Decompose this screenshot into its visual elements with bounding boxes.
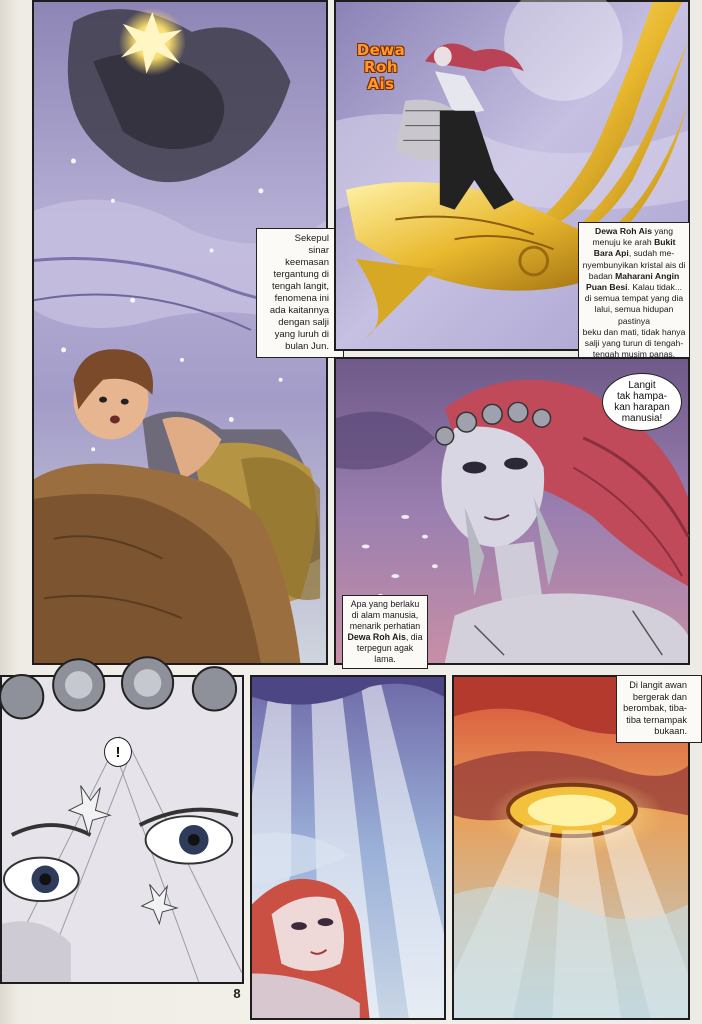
panel-sky-opening: [452, 675, 690, 1020]
caption-ice-spirit: [578, 222, 690, 364]
caption-text: yang: [651, 226, 673, 236]
caption-line: bulan Jun.: [285, 341, 329, 352]
caption-text: menuju ke arah: [592, 237, 655, 248]
caption-line: sinar keemasan: [285, 245, 329, 268]
speech-line: manusia!: [621, 413, 663, 424]
speech-line: Langit: [628, 380, 656, 391]
exclamation-bubble: [104, 737, 132, 767]
name-highlight: Maharani Angin: [615, 270, 680, 281]
caption-line: bergerak dan: [632, 691, 687, 702]
page-number: 8: [233, 986, 241, 1001]
caption-sky-opening: [616, 675, 702, 743]
caption-line: tengah langit,: [271, 281, 329, 292]
caption-line: [582, 248, 686, 259]
caption-line: bukaan.: [654, 726, 687, 737]
caption-line: [582, 271, 686, 282]
speech-line: tak hampa-: [616, 391, 667, 402]
caption-text: badan: [588, 270, 616, 281]
caption-line: tergantung di: [273, 269, 329, 280]
name-highlight: Dewa Roh Ais: [594, 226, 652, 236]
caption-text: , dia: [405, 632, 423, 642]
caption-line: di alam manusia,: [351, 610, 419, 620]
panel-golden-phoenix: [334, 0, 690, 360]
character-name-tag: [350, 42, 412, 93]
caption-line: yang luruh di: [274, 329, 329, 340]
caption-line: lalui, semua hidupan pastinya: [594, 304, 674, 326]
caption-line: tiba ternampak: [626, 714, 687, 725]
panel-eyes-closeup: [0, 675, 244, 984]
speech-line: kan harapan: [614, 402, 670, 413]
name-highlight: Dewa Roh Ais: [347, 632, 406, 642]
caption-line: nyembunyikan kristal ais di: [582, 259, 686, 270]
caption-line: menarik perhatian: [349, 621, 421, 631]
caption-line: [582, 237, 686, 248]
caption-line: Sekepul: [294, 233, 329, 244]
caption-line: [582, 282, 686, 293]
caption-line: beku dan mati, tidak hanya: [582, 326, 686, 337]
caption-line: berombak, tiba-: [623, 703, 687, 714]
title-line: Roh Ais: [363, 58, 399, 93]
caption-line: salji yang turun di tengah-: [584, 338, 684, 349]
caption-line: Apa yang berlaku: [350, 599, 420, 609]
title-line: Dewa: [356, 41, 406, 59]
caption-line: tengah musim panas.: [592, 349, 676, 360]
panel-light-rays-art: [252, 677, 444, 1018]
speech-bubble-hope: [602, 373, 682, 431]
caption-line: Di langit awan: [629, 680, 687, 690]
place-highlight: Bukit: [654, 237, 676, 248]
panel-eyes-closeup-art: [2, 677, 242, 982]
caption-line: ada kaitannya: [269, 305, 329, 316]
caption-line: [582, 226, 686, 237]
panel-light-rays: [250, 675, 446, 1020]
caption-line: fenomena ini: [274, 293, 329, 304]
name-highlight: Puan Besi: [585, 282, 628, 293]
caption-line: [346, 632, 424, 643]
caption-golden-light: [256, 228, 344, 358]
caption-line: di semua tempat yang dia: [584, 293, 684, 304]
speech-text: [614, 380, 670, 424]
caption-text: , sudah me-: [628, 248, 675, 259]
panel-ice-spirit-portrait: [334, 357, 690, 665]
caption-line: terpegun agak lama.: [356, 643, 414, 664]
caption-human-world: [342, 595, 428, 669]
exclamation-mark: !: [115, 743, 121, 761]
caption-text: . Kalau tidak...: [627, 282, 683, 293]
caption-line: dengan salji: [278, 317, 329, 328]
place-highlight: Bara Api: [593, 248, 629, 259]
panel-boy-sky: [32, 0, 328, 665]
